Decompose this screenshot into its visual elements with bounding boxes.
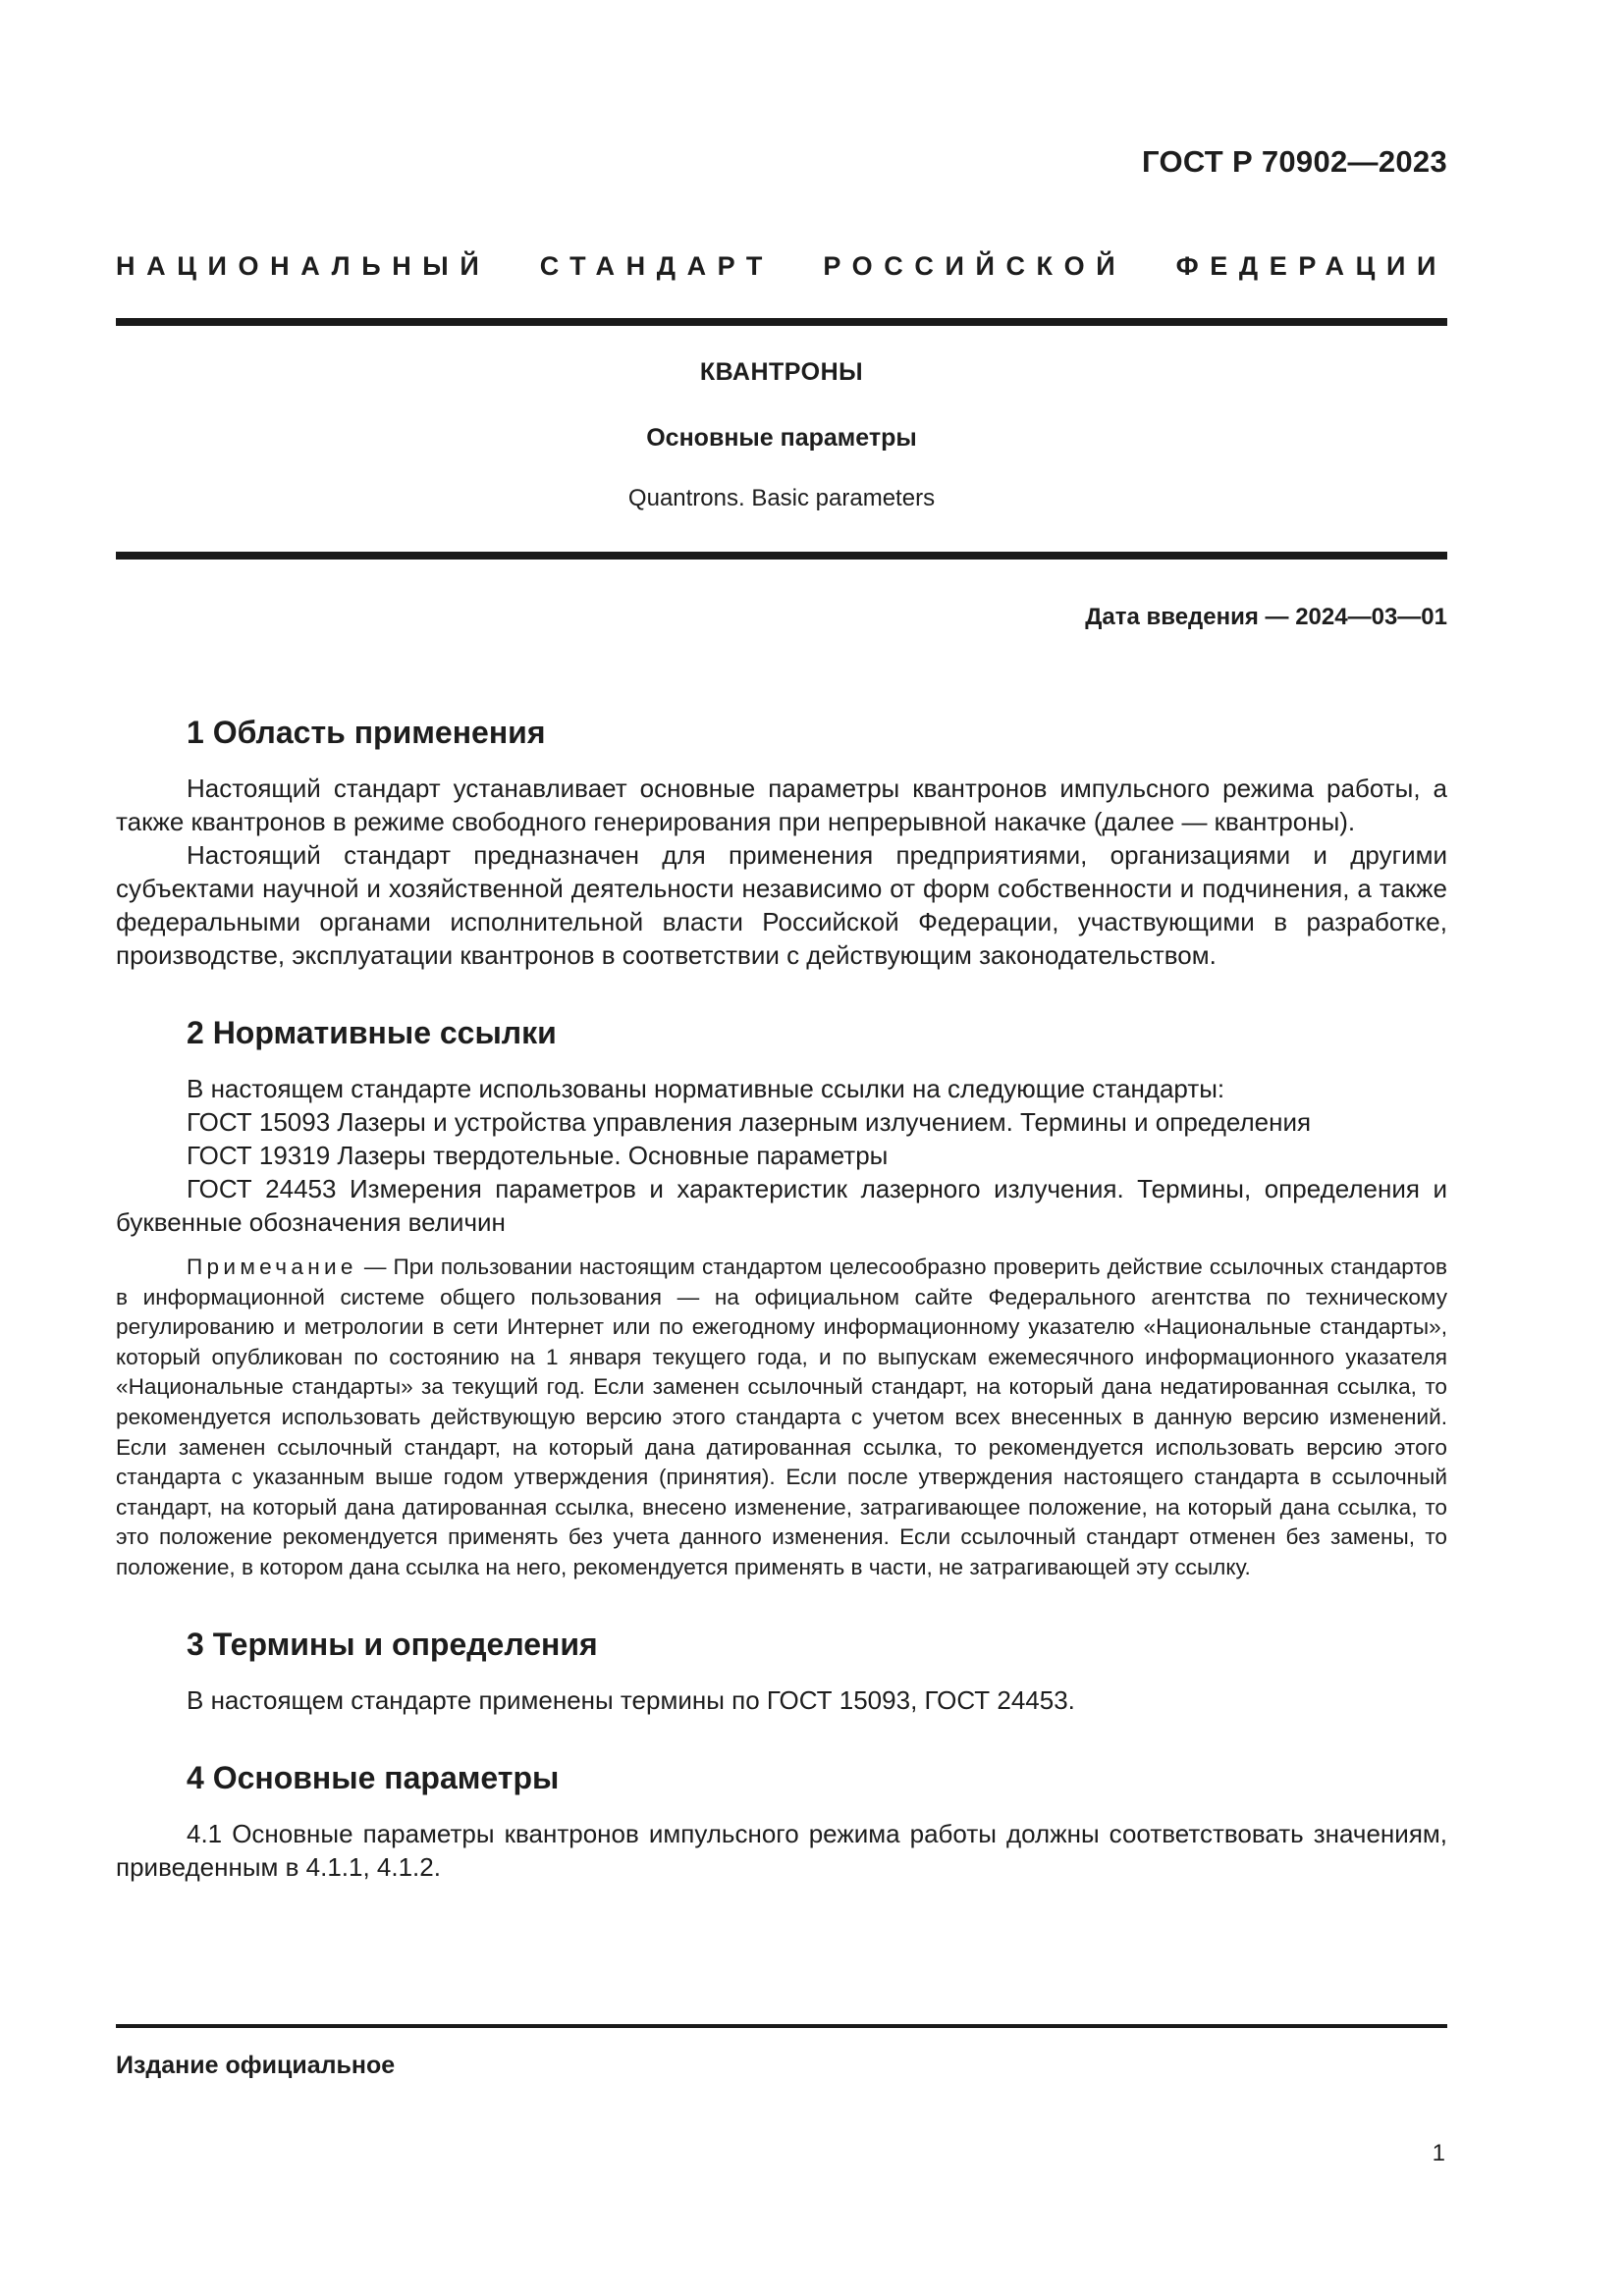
reference-note — [116, 1253, 1447, 1583]
note-text: — При пользовании настоящим стандартом целесообразно проверить действие ссылочных стандартов в информационной системе общего пользования — на официальном сайте Федерального агентства по техническому регулированию и метрологии в сети Интернет или по ежегодному информационному указателю «Национальные стандарты», который опубликован по состоянию на 1 января текущего года, и по выпускам ежемесячного информационного указателя «Национальные стандарты» за текущий год. Если заменен ссылочный стандарт, на который дана недатированная ссылка, то рекомендуется использовать действующую версию этого стандарта с учетом всех внесенных в данную версию изменений. Если заменен ссылочный стандарт, на который дана датированная ссылка, то рекомендуется использовать версию этого стандарта с указанным выше годом утверждения (принятия). Если после утверждения настоящего стандарта в ссылочный стандарт, на который дана датированная ссылка, внесено изменение, затрагивающее положение, на который дана ссылка, то это положение рекомендуется применять без учета данного изменения. Если ссылочный стандарт отменен без замены, то положение, в котором дана ссылка на него, рекомендуется применять в части, не затрагивающей эту ссылку. — [116, 1255, 1447, 1579]
note-label: Примечание — [187, 1255, 357, 1279]
footer-divider — [116, 2024, 1447, 2028]
section-1-paragraph-1: Настоящий стандарт устанавливает основные параметры квантронов импульсного режима работы, а также квантронов в режиме свободного генерирования при непрерывной накачке (далее — квантроны). — [116, 774, 1447, 836]
spacer — [116, 1583, 1447, 1623]
spacer — [116, 972, 1447, 1011]
title-divider — [116, 552, 1447, 560]
document-id: ГОСТ Р 70902—2023 — [1142, 144, 1447, 179]
document-title-english: Quantrons. Basic parameters — [627, 485, 936, 511]
document-subtitle: Основные параметры — [646, 424, 917, 452]
section-2-intro: В настоящем стандарте использованы нормативные ссылки на следующие стандарты: — [187, 1074, 1225, 1103]
section-4-paragraph: 4.1 Основные параметры квантронов импульсного режима работы должны соответствовать значениям, приведенным в 4.1.1, 4.1.2. — [116, 1818, 1447, 1882]
section-2-heading: 2 Нормативные ссылки — [187, 1015, 557, 1050]
page-number: 1 — [1432, 2140, 1445, 2166]
section-3-paragraph: В настоящем стандарте применены термины по ГОСТ 15093, ГОСТ 24453. — [187, 1684, 1075, 1715]
top-divider — [116, 318, 1447, 326]
effective-date: Дата введения — 2024—03—01 — [1085, 604, 1447, 630]
document-title: КВАНТРОНЫ — [699, 358, 864, 386]
section-3-heading: 3 Термины и определения — [187, 1626, 598, 1662]
reference-gost-24453: ГОСТ 24453 Измерения параметров и характеристик лазерного излучения. Термины, определения и буквенные обозначения величин — [116, 1174, 1447, 1237]
section-1-paragraph-2: Настоящий стандарт предназначен для применения предприятиями, организациями и другими субъектами научной и хозяйственной деятельности независимо от форм собственности и подчинения, а также федеральными органами исполнительной власти Российской Федерации, участвующими в разработке, производстве, эксплуатации квантронов в соответствии с действующим законодательством. — [116, 840, 1447, 970]
official-edition-label: Издание официальное — [116, 2052, 396, 2079]
document-body — [116, 711, 1447, 1884]
section-4-heading: 4 Основные параметры — [187, 1759, 560, 1795]
section-1-heading: 1 Область применения — [187, 715, 546, 750]
reference-gost-15093: ГОСТ 15093 Лазеры и устройства управления лазерным излучением. Термины и определения — [187, 1107, 1312, 1137]
national-standard-heading: НАЦИОНАЛЬНЫЙ СТАНДАРТ РОССИЙСКОЙ ФЕДЕРАЦИИ — [116, 251, 1447, 281]
reference-gost-19319: ГОСТ 19319 Лазеры твердотельные. Основные параметры — [187, 1141, 889, 1170]
spacer — [116, 1717, 1447, 1756]
